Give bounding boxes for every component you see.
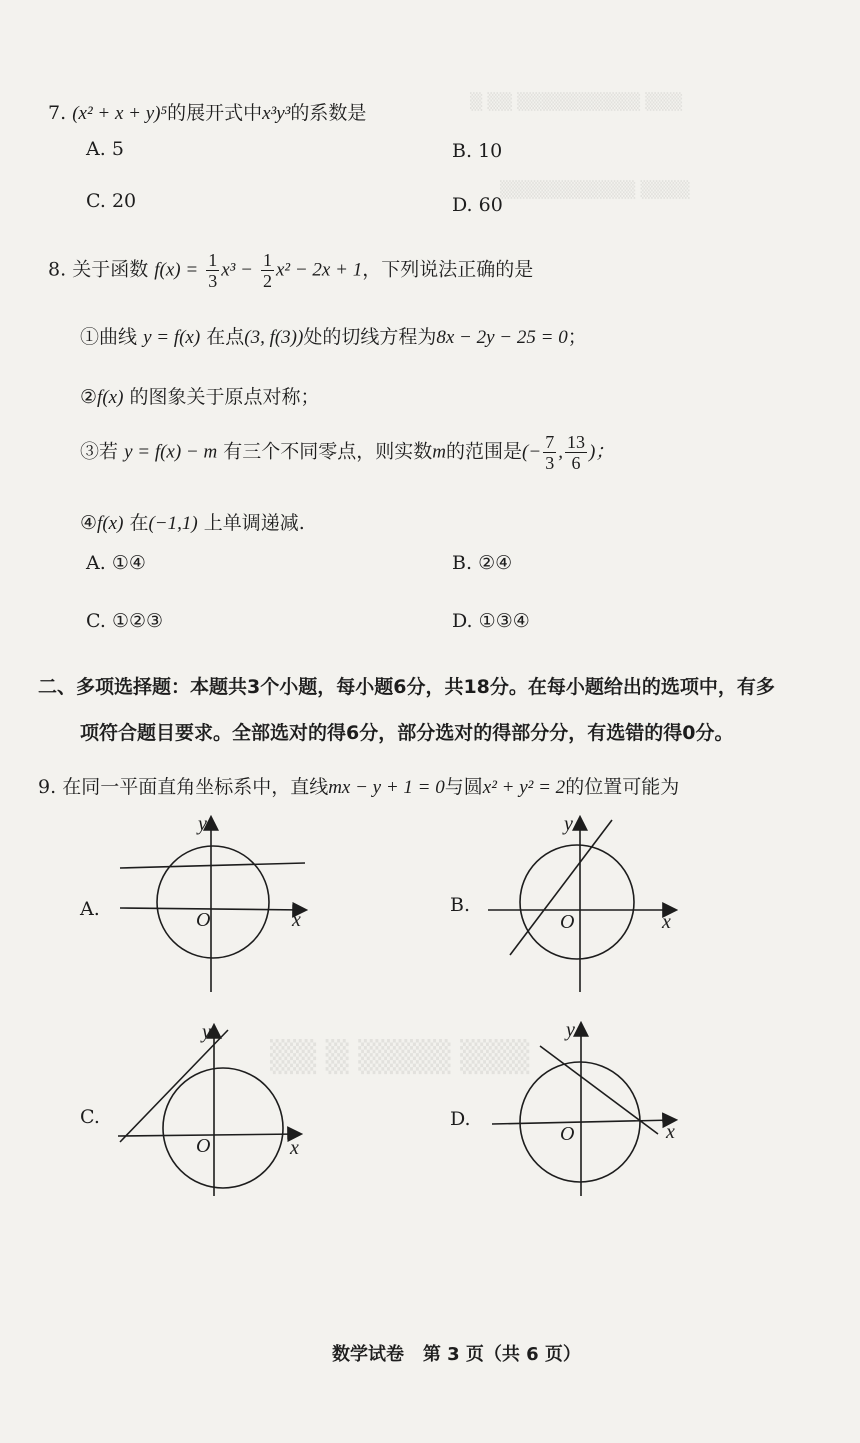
- origin-label: O: [196, 1135, 211, 1157]
- q8-statement-3: ③若 y = f(x) − m 有三个不同零点，则实数m的范围是(− $\frac{7}{3}$ , $\frac{13}{6}$ )；: [80, 432, 615, 473]
- q7-option-c: C. 20: [86, 190, 137, 212]
- origin-label: O: [560, 911, 575, 933]
- q9-figure-a-letter: A.: [80, 898, 100, 920]
- circle: [520, 845, 634, 959]
- q8-option-a: A. ①④: [86, 552, 146, 574]
- line: [540, 1046, 658, 1134]
- origin-label: O: [196, 909, 211, 931]
- fraction: $\frac{1}{2}$: [262, 250, 272, 291]
- line: [120, 863, 305, 868]
- q7-option-d: D. 60: [452, 194, 503, 216]
- section-2-line-1: 二、多项选择题：本题共3个小题，每小题6分，共18分。在每小题给出的选项中，有多: [38, 676, 775, 698]
- q9-stem: 9. 在同一平面直角坐标系中，直线mx − y + 1 = 0与圆x² + y² = 2的位置可能为: [38, 776, 680, 798]
- fraction: $\frac{7}{3}$: [545, 432, 555, 473]
- q8-option-c: C. ①②③: [86, 610, 164, 632]
- origin-label: O: [560, 1123, 575, 1145]
- y-label: y: [564, 813, 573, 835]
- bleed-through-text: ▒▒▒▒▒▒▒▒▒▒▒ ▒▒▒▒: [500, 180, 690, 199]
- q8-option-d: D. ①③④: [452, 610, 530, 632]
- line: [510, 820, 612, 955]
- q7-option-a: A. 5: [86, 138, 124, 160]
- q7-option-b: B. 10: [452, 140, 503, 162]
- section-2-line-2: 项符合题目要求。全部选对的得6分，部分选对的得部分分，有选错的得0分。: [80, 722, 734, 744]
- y-label: y: [566, 1019, 575, 1041]
- x-label: x: [662, 911, 671, 933]
- y-label: y: [198, 813, 207, 835]
- q7-stem: 7. (x² + x + y)⁵的展开式中x³y³的系数是: [48, 102, 367, 124]
- circle: [163, 1068, 283, 1188]
- circle: [157, 846, 269, 958]
- q8-statement-4: ④f(x) 在(−1,1) 上单调递减.: [80, 512, 305, 534]
- q8-statement-2: ②f(x) 的图象关于原点对称；: [80, 386, 320, 408]
- x-label: x: [290, 1137, 299, 1159]
- x-label: x: [666, 1121, 675, 1143]
- x-axis: [120, 908, 305, 910]
- y-label: y: [202, 1021, 211, 1043]
- x-label: x: [292, 909, 301, 931]
- bleed-through-text: ▒▒ ▒ ▒▒▒▒ ▒▒▒: [270, 1040, 530, 1075]
- q8-statement-1: ①曲线 y = f(x) 在点(3, f(3))处的切线方程为8x − 2y − 25 = 0；: [80, 326, 587, 348]
- footer-subject: 数学试卷: [332, 1344, 404, 1365]
- q9-figure-d: [480, 1016, 690, 1206]
- q9-figure-c: [110, 1018, 320, 1208]
- q9-figure-b: [480, 810, 690, 1000]
- line: [120, 1030, 228, 1142]
- q9-figure-d-letter: D.: [450, 1108, 471, 1130]
- fraction: $\frac{13}{6}$: [566, 432, 585, 473]
- q8-option-b: B. ②④: [452, 552, 513, 574]
- q8-stem: 8. 关于函数 f(x) = $\frac{1}{3}$ x³ − $\frac{1}{2}$ x² − 2x + 1，下列说法正确的是: [48, 250, 534, 291]
- q9-figure-a: [110, 810, 320, 1000]
- page-footer: [332, 1340, 581, 1366]
- q9-figure-c-letter: C.: [80, 1106, 100, 1128]
- q9-figure-b-letter: B.: [450, 894, 471, 916]
- bleed-through-text: ▒ ▒▒ ▒▒▒▒▒▒▒▒▒▒ ▒▒▒: [470, 92, 683, 111]
- fraction: $\frac{1}{3}$: [208, 250, 218, 291]
- footer-page-number: 第 3 页（共 6 页）: [422, 1344, 581, 1365]
